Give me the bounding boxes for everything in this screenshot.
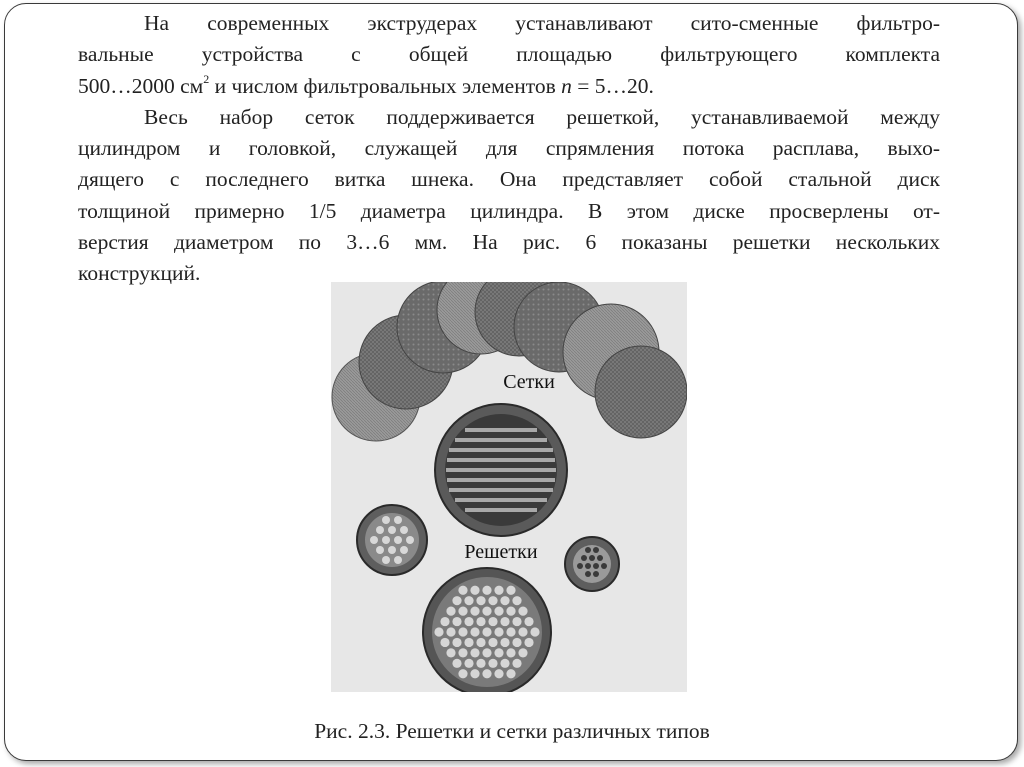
grid-hole <box>494 586 503 595</box>
grid-hole <box>500 659 509 668</box>
grid-hole <box>482 607 491 616</box>
grid-hole <box>512 659 521 668</box>
grid-hole <box>476 596 485 605</box>
p2-line-2: цилиндром и головкой, служащей для спрямления потока расплава, выхо- <box>78 136 940 161</box>
grid-hole <box>488 596 497 605</box>
p2-line-5: верстия диаметром по 3…6 мм. На рис. 6 показаны решетки нескольких <box>78 230 940 255</box>
grid-hole <box>464 596 473 605</box>
grid-hole <box>476 659 485 668</box>
figure-photo <box>331 282 687 692</box>
grid-hole <box>446 648 455 657</box>
grid-hole <box>506 607 515 616</box>
p2-line-4: толщиной примерно 1/5 диаметра цилиндра. В этом диске просверлены от- <box>78 198 940 223</box>
grid-hole <box>452 638 461 647</box>
grid-hole <box>458 586 467 595</box>
grid-hole <box>452 596 461 605</box>
grid-hole <box>446 627 455 636</box>
grid-hole <box>476 638 485 647</box>
p1-line-1: На современных экструдерах устанавливают сито-сменные фильтро- <box>144 11 940 35</box>
p2-line-6: конструкций. <box>78 261 201 286</box>
grid-hole <box>452 617 461 626</box>
grid-hole <box>458 648 467 657</box>
grid-hole <box>470 607 479 616</box>
p2-line-1: Весь набор сеток поддерживается решеткой, устанавливаемой между <box>144 104 940 129</box>
grid-hole <box>500 617 509 626</box>
grid-hole <box>488 659 497 668</box>
grid-hole <box>512 596 521 605</box>
grid-hole <box>512 638 521 647</box>
p2-line-3: дящего с последнего витка шнека. Она представляет собой стальной диск <box>78 167 940 192</box>
grid-hole <box>494 648 503 657</box>
p1-line-3-post: = 5…20. <box>571 73 654 98</box>
p1-line-3-pre: 500…2000 см <box>78 73 204 98</box>
grid-hole <box>530 627 539 636</box>
grid-hole <box>464 638 473 647</box>
grid-hole <box>506 669 515 678</box>
label-screens: Сетки <box>503 371 555 393</box>
grid-hole <box>506 586 515 595</box>
variable-n: n <box>561 73 572 98</box>
small-grid-left <box>357 505 427 575</box>
grid-hole <box>524 617 533 626</box>
figure-caption: Рис. 2.3. Решетки и сетки различных типов <box>314 719 710 743</box>
grid-hole <box>482 627 491 636</box>
grid-hole <box>512 617 521 626</box>
grid-hole <box>452 659 461 668</box>
grid-hole <box>500 638 509 647</box>
grid-hole <box>440 638 449 647</box>
grid-hole <box>482 648 491 657</box>
grid-hole <box>458 669 467 678</box>
grid-hole <box>518 648 527 657</box>
figure-illustration <box>331 282 687 692</box>
grid-hole <box>470 669 479 678</box>
grid-hole <box>488 617 497 626</box>
grid-hole <box>506 648 515 657</box>
grid-hole <box>494 607 503 616</box>
grid-hole <box>494 627 503 636</box>
grid-hole <box>464 617 473 626</box>
slotted-grid <box>435 404 567 536</box>
grid-hole <box>518 607 527 616</box>
p1-line-3-mid: и числом фильтровальных элементов <box>209 73 562 98</box>
grid-hole <box>458 627 467 636</box>
grid-hole <box>458 607 467 616</box>
grid-hole <box>524 638 533 647</box>
grid-hole <box>482 586 491 595</box>
grid-hole <box>434 627 443 636</box>
grid-hole <box>440 617 449 626</box>
grid-hole <box>476 617 485 626</box>
grid-hole <box>464 659 473 668</box>
grid-hole <box>446 607 455 616</box>
small-grid-right <box>565 537 619 591</box>
grid-hole <box>494 669 503 678</box>
grid-hole <box>500 596 509 605</box>
superscript-2: 2 <box>203 71 210 86</box>
large-perforated-grid <box>423 568 551 692</box>
p1-line-3 <box>78 71 940 102</box>
grid-hole <box>506 627 515 636</box>
grid-hole <box>482 669 491 678</box>
body-text <box>78 8 940 290</box>
grid-hole <box>470 627 479 636</box>
grid-hole <box>518 627 527 636</box>
grid-hole <box>470 586 479 595</box>
p1-line-2: вальные устройства с общей площадью фильтрующего комплекта <box>78 42 940 67</box>
label-grids: Решетки <box>464 541 538 563</box>
grid-hole <box>470 648 479 657</box>
grid-hole <box>488 638 497 647</box>
